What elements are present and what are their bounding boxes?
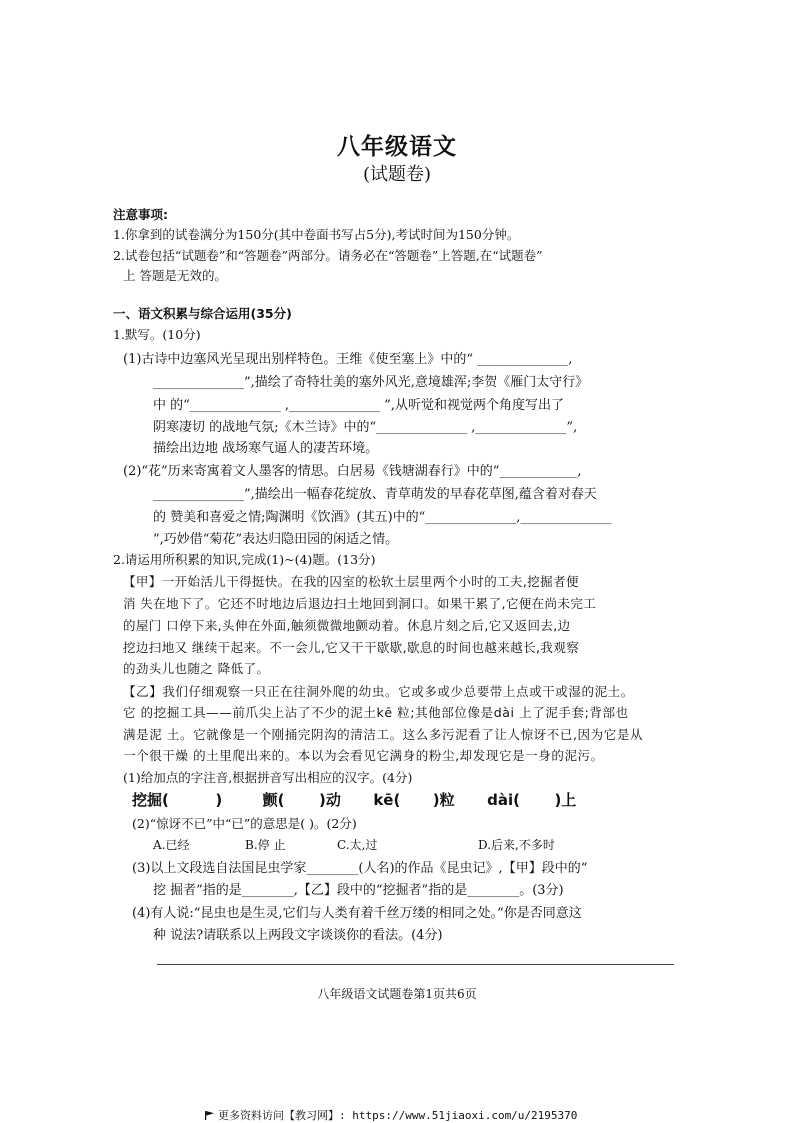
question-1-label: 1.默写。(10分) — [113, 327, 201, 342]
sub-question-4-line-2: 种 说法?请联系以上两段文字谈谈你的看法。(4分) — [153, 928, 443, 943]
q1-p1-line-4: 阴寒凄切 的战地气氛;《木兰诗》中的“______________ ,______________”, — [153, 420, 578, 435]
option-d: D.后来,不多时 — [478, 838, 555, 852]
notice-line-1: 1.你拿到的试卷满分为150分(其中卷面书写占5分),考试时间为150分钟。 — [113, 227, 520, 242]
page-footer: 八年级语文试题卷第1页共6页 — [317, 987, 477, 1001]
footer-divider — [157, 964, 674, 965]
sub-question-1: (1)给加点的字注音,根据拼音写出相应的汉字。(4分) — [123, 770, 413, 785]
section-1-heading: 一、语文积累与综合运用(35分) — [113, 306, 292, 321]
passage-yi-line-4: 一个很干燥 的土里爬出来的。本以为会看见它满身的粉尘,却发现它是一身的泥污。 — [123, 748, 604, 763]
q1-p1-line-2: ______________”,描绘了奇特壮美的塞外风光,意境雄浑;李贺《雁门太守行》 — [153, 375, 589, 390]
flag-icon — [205, 1110, 214, 1119]
passage-jia-line-1: 【甲】一开始活儿干得挺快。在我的囚室的松软土层里两个小时的工夫,挖掘者便 — [123, 574, 579, 589]
pinyin-item-2-close: )动 — [318, 791, 341, 809]
page-subtitle: (试题卷) — [362, 164, 432, 185]
passage-yi-line-2: 它 的挖掘工具——前爪尖上沾了不少的泥土kē 粒;其他部位像是dài 上了泥手套;背部也 — [123, 705, 629, 720]
q1-p2-line-4: ”,巧妙借“菊花”表达归隐田园的闲适之情。 — [153, 532, 399, 547]
pinyin-item-1-close: ) — [215, 791, 223, 809]
passage-jia-line-3: 的屋门 口停下来,头伸在外面,触须微微地颤动着。休息片刻之后,它又返回去,边 — [123, 618, 571, 633]
question-2-label: 2.请运用所积累的知识,完成(1)~(4)题。(13分) — [113, 552, 376, 567]
notice-line-2: 2.试卷包括“试题卷”和“答题卷”两部分。请务必在“答题卷”上答题,在“试题卷” — [113, 248, 543, 263]
q1-p1-line-1: (1)古诗中边塞风光呈现出别样特色。王维《使至塞上》中的“ ______________, — [123, 352, 573, 367]
option-a: A.已经 — [153, 838, 190, 852]
pinyin-item-3-close: )粒 — [432, 791, 455, 809]
notice-heading: 注意事项: — [113, 207, 168, 222]
sub-question-3-line-1: (3)以上文段选自法国昆虫学家________(人名)的作品《昆虫记》,【甲】段中的“ — [132, 861, 588, 876]
passage-jia-line-2: 消 失在地下了。它还不时地边后退边扫土地回到洞口。如果干累了,它便在尚未完工 — [123, 596, 597, 611]
pinyin-item-1-open: 挖掘( — [132, 791, 169, 809]
page-title: 八年级语文 — [337, 134, 457, 160]
pinyin-item-3-open: kē( — [373, 791, 401, 809]
q1-p2-line-1: (2)“花”历来寄寓着文人墨客的情思。白居易《钱塘湖春行》中的“____________, — [123, 464, 582, 479]
q1-p2-line-3: 的 赞美和喜爱之情;陶渊明《饮酒》(其五)中的“______________,______________ — [153, 510, 612, 525]
passage-yi-line-3: 满是泥 土。它就像是一个刚捅完阴沟的清洁工。这么多污泥看了让人惊讶不已,因为它是从 — [123, 727, 644, 742]
pinyin-item-4-open: dài( — [487, 791, 520, 809]
passage-jia-line-4: 挖边扫地又 继续干起来。不一会儿,它又干干歇歇,歇息的时间也越来越长,我观察 — [123, 640, 580, 655]
pinyin-item-4-close: )上 — [554, 791, 577, 809]
q1-p1-line-3: 中 的“______________ ,______________ ”,从听觉和视觉两个角度写出了 — [153, 398, 564, 413]
promo-link[interactable] — [205, 1107, 577, 1123]
promo-text: 更多资料访问【教习网】: https://www.51jiaoxi.com/u/2195370 — [218, 1109, 578, 1122]
q1-p2-line-2: ______________”,描绘出一幅春花绽放、青草萌发的早春花草图,蕴含着对春天 — [153, 487, 597, 502]
sub-question-4-line-1: (4)有人说:“昆虫也是生灵,它们与人类有着千丝万缕的相同之处。”你是否同意这 — [132, 906, 582, 921]
passage-yi-line-1: 【乙】我们仔细观察一只正在往洞外爬的幼虫。它或多或少总要带上点或干或湿的泥土。 — [123, 684, 634, 699]
sub-question-2: (2)“惊讶不已”中“已”的意思是( )。(2分) — [132, 816, 357, 831]
notice-line-3: 上 答题是无效的。 — [123, 268, 227, 283]
sub-question-3-line-2: 挖 掘者”指的是________,【乙】段中的“挖掘者”指的是________。(3分) — [153, 883, 564, 898]
q1-p1-line-5: 描绘出边地 战场寒气逼人的凄苦环境。 — [153, 441, 379, 456]
pinyin-item-2-open: 颤( — [262, 791, 285, 809]
passage-jia-line-5: 的劲头儿也随之 降低了。 — [123, 661, 270, 676]
option-c: C.太,过 — [337, 838, 378, 852]
pinyin-row — [132, 789, 576, 810]
option-b: B.停 止 — [245, 838, 286, 852]
